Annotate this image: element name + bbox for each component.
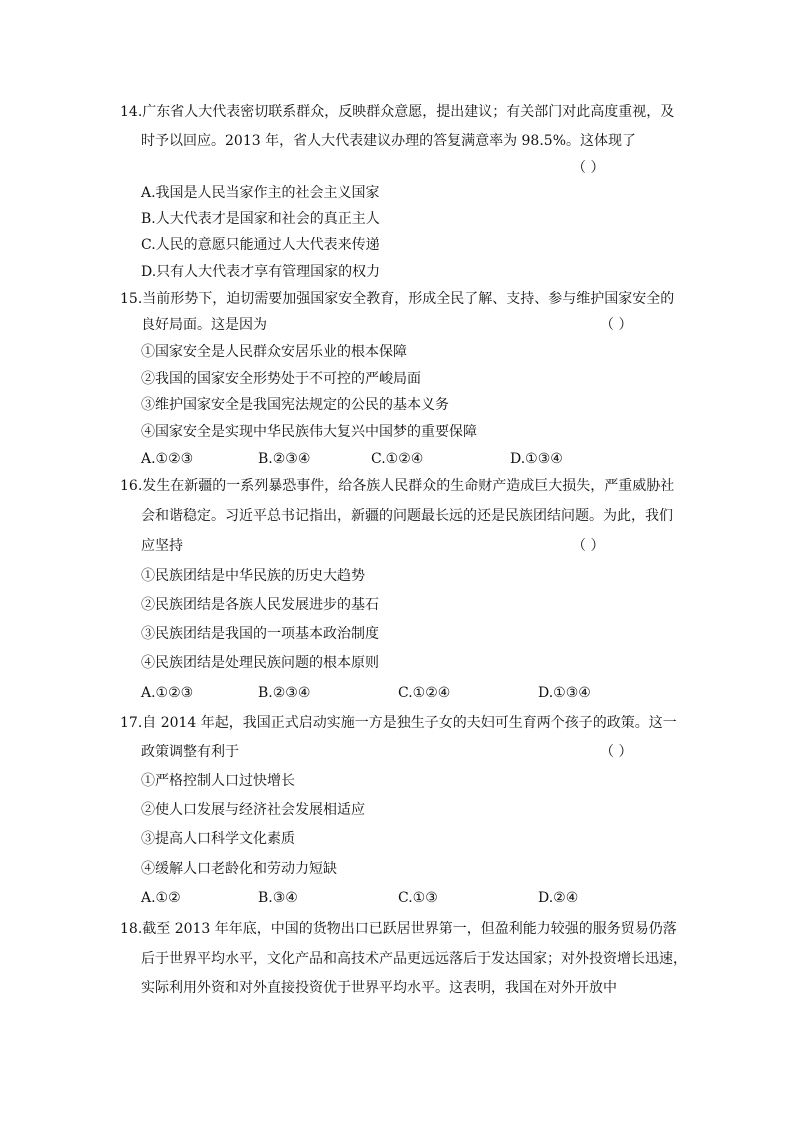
q17-item-3: ③提高人口科学文化素质 (141, 831, 295, 847)
q17-choice-d: D.②④ (538, 890, 579, 906)
q14-option-c: C.人民的意愿只能通过人大代表来传递 (141, 237, 380, 253)
q16-choice-d: D.①③④ (538, 685, 591, 701)
q16-choice-b: B.②③④ (258, 685, 311, 701)
q15-stem-line-1: 15.当前形势下，迫切需要加强国家安全教育，形成全民了解、支持、参与维护国家安全的 (120, 291, 675, 307)
q15-choice-c: C.①②④ (371, 451, 424, 467)
q16-choice-a: A.①②③ (141, 685, 194, 701)
q15-item-1: ①国家安全是人民群众安居乐业的根本保障 (141, 344, 407, 360)
q18-stem-line-2: 后于世界平均水平，文化产品和高技术产品更远远落后于发达国家；对外投资增长迅速， (141, 951, 687, 967)
q14-option-b: B.人大代表才是国家和社会的真正主人 (141, 211, 380, 227)
q16-item-3: ③民族团结是我国的一项基本政治制度 (141, 626, 379, 642)
q17-item-4: ④缓解人口老龄化和劳动力短缺 (141, 861, 337, 877)
q17-choice-a: A.①② (141, 890, 181, 906)
q16-stem-line-1: 16.发生在新疆的一系列暴恐事件，给各族人民群众的生命财产造成巨大损失，严重威胁社 (120, 478, 675, 494)
q16-stem-line-3: 应坚持 (141, 538, 183, 554)
q15-choice-d: D.①③④ (510, 451, 563, 467)
q16-answer-blank: （ ） (572, 538, 605, 554)
q17-choice-b: B.③④ (258, 890, 298, 906)
q16-item-2: ②民族团结是各族人民发展进步的基石 (141, 597, 379, 613)
q18-stem-line-3: 实际利用外资和对外直接投资优于世界平均水平。这表明，我国在对外开放中 (141, 980, 617, 996)
q14-stem-line-1: 14.广东省人大代表密切联系群众，反映群众意愿，提出建议；有关部门对此高度重视，及 (120, 104, 675, 120)
q16-item-1: ①民族团结是中华民族的历史大趋势 (141, 568, 365, 584)
q15-item-3: ③维护国家安全是我国宪法规定的公民的基本义务 (141, 397, 449, 413)
q15-stem-line-2: 良好局面。这是因为 (141, 317, 267, 333)
q16-choice-c: C.①②④ (398, 685, 451, 701)
q17-stem-line-1: 17.自 2014 年起，我国正式启动实施一方是独生子女的夫妇可生育两个孩子的政策。这一 (120, 715, 677, 731)
q15-choice-a: A.①②③ (141, 451, 194, 467)
q14-option-a: A.我国是人民当家作主的社会主义国家 (141, 185, 380, 201)
q15-item-2: ②我国的国家安全形势处于不可控的严峻局面 (141, 371, 421, 387)
q18-stem-line-1: 18.截至 2013 年年底，中国的货物出口已跃居世界第一，但盈利能力较强的服务贸易仍落 (120, 921, 677, 937)
q17-stem-line-2: 政策调整有利于 (141, 744, 239, 760)
q15-item-4: ④国家安全是实现中华民族伟大复兴中国梦的重要保障 (141, 424, 477, 440)
q16-item-4: ④民族团结是处理民族问题的根本原则 (141, 655, 379, 671)
q16-stem-line-2: 会和谐稳定。习近平总书记指出，新疆的问题最长远的还是民族团结问题。为此，我们 (141, 508, 673, 524)
q14-stem-line-2: 时予以回应。2013 年，省人大代表建议办理的答复满意率为 98.5%。这体现了 (141, 133, 637, 149)
q17-item-2: ②使人口发展与经济社会发展相适应 (141, 802, 365, 818)
q17-choice-c: C.①③ (398, 890, 438, 906)
q14-answer-blank: （ ） (572, 160, 605, 176)
q15-answer-blank: （ ） (600, 317, 633, 333)
q17-answer-blank: （ ） (600, 744, 633, 760)
q17-item-1: ①严格控制人口过快增长 (141, 773, 295, 789)
q14-option-d: D.只有人大代表才享有管理国家的权力 (141, 264, 381, 280)
q15-choice-b: B.②③④ (258, 451, 311, 467)
